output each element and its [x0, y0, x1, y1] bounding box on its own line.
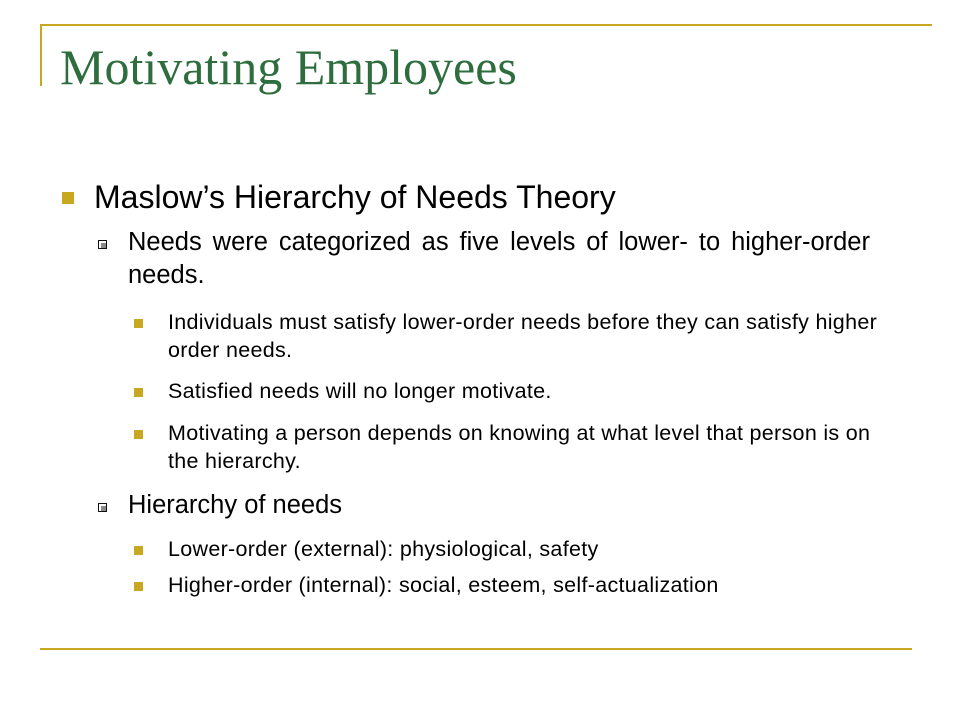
square-bullet-icon	[134, 388, 143, 397]
square-bullet-icon	[134, 319, 143, 328]
bullet-text: Hierarchy of needs	[128, 491, 343, 519]
bullet-text: Satisfied needs will no longer motivate.	[168, 379, 552, 403]
bullet-text: Individuals must satisfy lower-order needs before they can satisfy higher order needs.	[168, 310, 878, 362]
hollow-square-bullet-icon	[98, 503, 107, 512]
square-bullet-icon	[134, 582, 143, 591]
bullet-text: Needs were categorized as five levels of lower- to higher-order needs.	[128, 228, 870, 289]
bullet-text: Higher-order (internal): social, esteem, self-actualization	[168, 573, 719, 597]
slide-title: Motivating Employees	[60, 39, 517, 95]
square-bullet-icon	[62, 192, 74, 204]
square-bullet-icon	[134, 546, 143, 555]
bullet-text: Motivating a person depends on knowing at what level that person is on the hierarchy.	[168, 421, 871, 473]
bullet-text: Maslow’s Hierarchy of Needs Theory	[94, 179, 616, 215]
bullet-text: Lower-order (external): physiological, safety	[168, 537, 599, 561]
hollow-square-bullet-icon	[98, 240, 107, 249]
square-bullet-icon	[134, 430, 143, 439]
